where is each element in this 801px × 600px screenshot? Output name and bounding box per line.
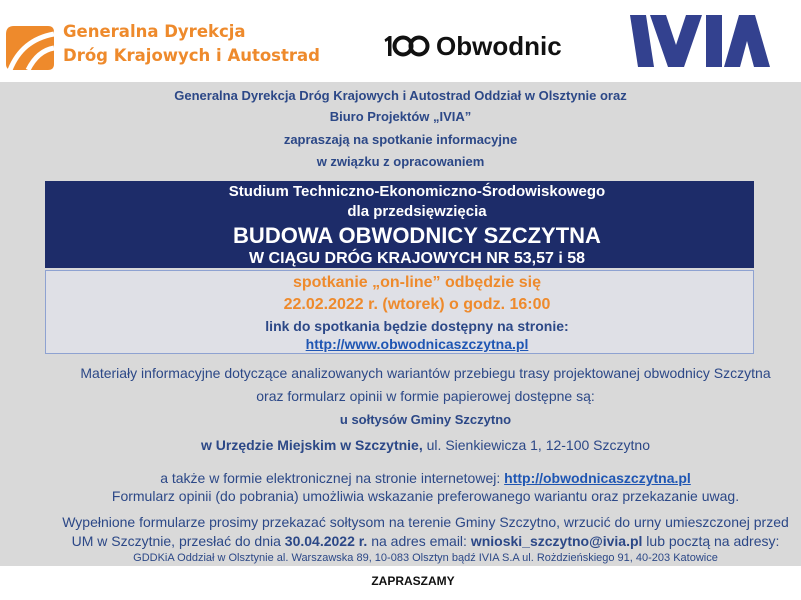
intro-invitation: zapraszają na spotkanie informacyjne (283, 132, 518, 147)
meeting-link[interactable]: http://www.obwodnicaszczytna.pl (305, 336, 529, 352)
header (0, 0, 801, 82)
gddkia-logo-text (63, 20, 320, 68)
project-subtitle: W CIĄGU DRÓG KRAJOWYCH NR 53,57 i 58 (248, 250, 586, 267)
closing-invitation: ZAPRASZAMY (371, 574, 455, 588)
for-project-label: dla przedsięwzięcia (347, 203, 487, 220)
project-title-box (45, 181, 754, 268)
submission-line2 (50, 531, 801, 551)
study-name: Studium Techniczno-Ekonomiczno-Środowiskowego (228, 183, 606, 200)
postal-addresses: GDDKiA Oddział w Olsztynie al. Warszawska 89, 10-083 Olsztyn bądź IVIA S.A ul. Rożdzieńskiego 91, 40-203 Katowice (133, 552, 718, 564)
location-city-office (50, 435, 801, 455)
submission-text-1: UM w Szczytnie, przesłać do dnia (71, 533, 285, 549)
electronic-form-text: a także w formie elektronicznej na stronie internetowej: (160, 470, 505, 486)
ivia-logo (630, 15, 770, 67)
intro-context: w związku z opracowaniem (316, 154, 485, 169)
location-village-heads: u sołtysów Gminy Szczytno (339, 412, 512, 427)
gddkia-logo-line1: Generalna Dyrekcja (63, 22, 246, 41)
city-office-address: ul. Sienkiewicza 1, 12-100 Szczytno (422, 437, 650, 453)
form-info: Formularz opinii (do pobrania) umożliwia wskazanie preferowanego wariantu oraz przekazanie uwag. (111, 488, 740, 504)
meeting-info-box (45, 270, 754, 354)
project-title: BUDOWA OBWODNICY SZCZYTNA (233, 223, 601, 248)
gddkia-logo-line2: Dróg Krajowych i Autostrad (63, 46, 320, 65)
submission-email[interactable]: wnioski_szczytno@ivia.pl (470, 533, 643, 549)
city-office-name: w Urzędzie Miejskim w Szczytnie, (201, 437, 423, 453)
obwodnic-numeral-icon (382, 34, 432, 58)
materials-line2: oraz formularz opinii w formie papierowej dostępne są: (256, 388, 595, 404)
electronic-form-line (50, 468, 801, 488)
submission-deadline: 30.04.2022 r. (284, 533, 368, 549)
submission-line1: Wypełnione formularze prosimy przekazać sołtysom na terenie Gminy Szczytno, wrzucić do urny umieszczonej przed (62, 514, 789, 530)
submission-text-3: lub pocztą na adresy: (642, 533, 780, 549)
meeting-announcement: spotkanie „on-line” odbędzie się (292, 274, 542, 291)
meeting-link-info: link do spotkania będzie dostępny na stronie: (265, 318, 569, 334)
project-website-link[interactable]: http://obwodnicaszczytna.pl (504, 470, 691, 486)
obwodnic-logo-word: Obwodnic (436, 31, 562, 61)
intro-organizer: Generalna Dyrekcja Dróg Krajowych i Autostrad Oddział w Olsztynie oraz (174, 88, 627, 103)
submission-text-2: na adres email: (367, 533, 471, 549)
meeting-date-time: 22.02.2022 r. (wtorek) o godz. 16:00 (283, 296, 551, 313)
materials-line1: Materiały informacyjne dotyczące analizowanych wariantów przebiegu trasy projektowanej obwodnicy Szczytna (80, 365, 771, 381)
intro-co-organizer: Biuro Projektów „IVIA” (329, 109, 472, 124)
gddkia-road-icon (4, 24, 56, 72)
meeting-link-row (46, 336, 753, 353)
